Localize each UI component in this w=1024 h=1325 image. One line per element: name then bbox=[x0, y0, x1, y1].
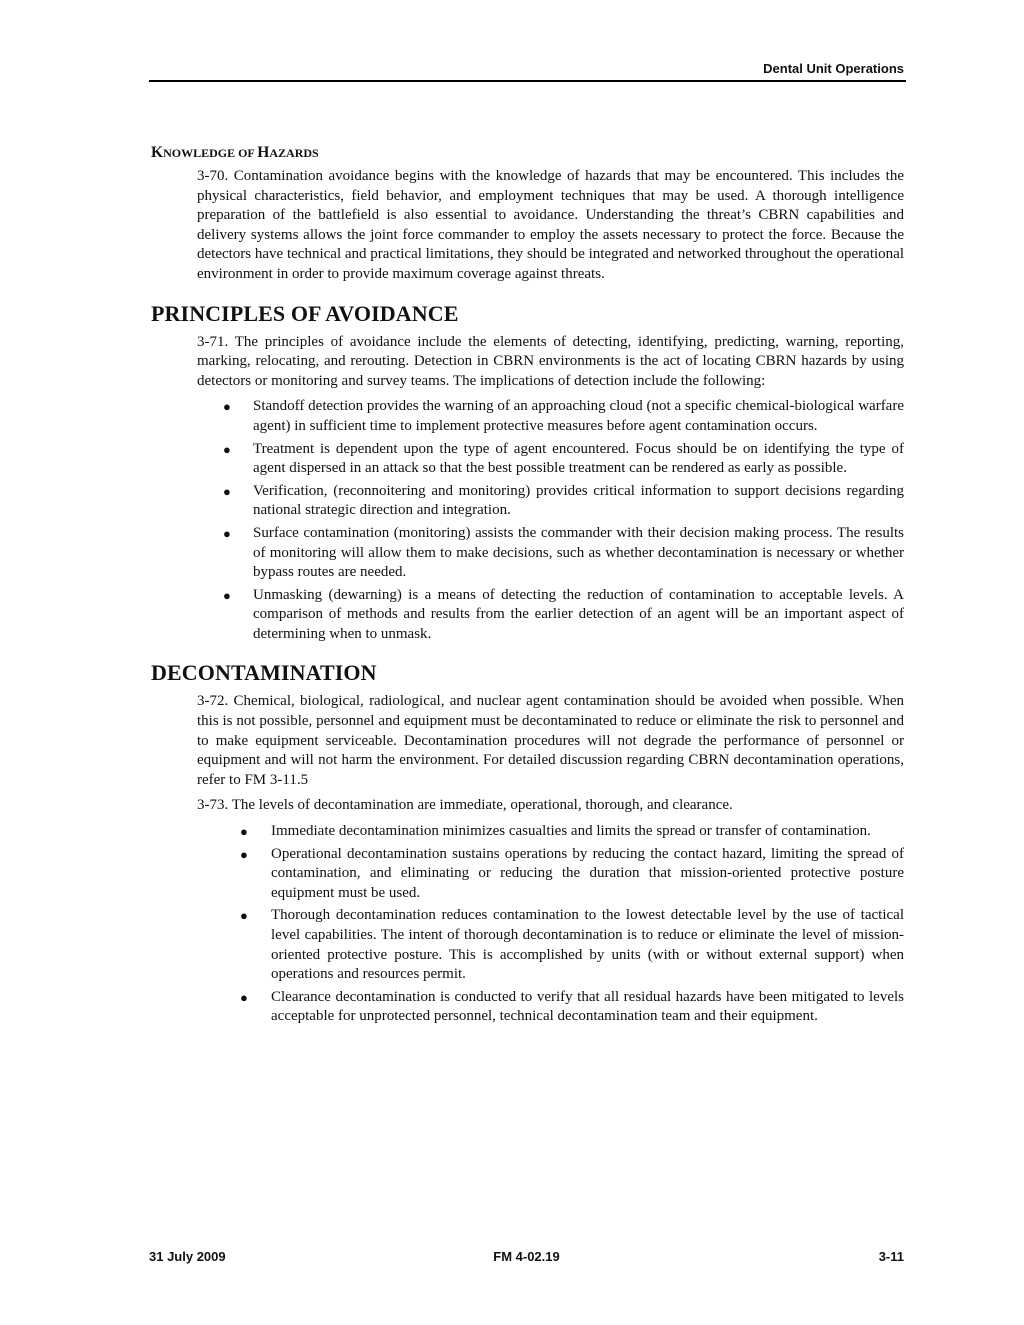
list-item-text: Immediate decontamination minimizes casualties and limits the spread or transfer of contamination. bbox=[271, 823, 871, 840]
footer-doc-id: FM 4-02.19 bbox=[493, 1249, 560, 1264]
bullet-icon: ● bbox=[223, 483, 231, 499]
subheading-smallcaps: AZARDS bbox=[269, 146, 319, 160]
decontamination-bullet-list bbox=[151, 822, 904, 1027]
list-item bbox=[151, 440, 904, 479]
paragraph-3-73: 3-73. The levels of decontamination are immediate, operational, thorough, and clearance. bbox=[197, 797, 733, 814]
list-item bbox=[151, 988, 904, 1027]
list-item-text: Surface contamination (monitoring) assists the commander with their decision making process. The results of monitoring will allow them to make decisions, such as whether decontamination is necessary or whether bypass routes are needed. bbox=[253, 524, 904, 581]
paragraph-3-71: 3-71. The principles of avoidance include the elements of detecting, identifying, predicting, warning, reporting, marking, relocating, and rerouting. Detection in CBRN environments is the act of locating CBRN hazards by using detectors or monitoring and survey teams. The implications of detection include the following: bbox=[197, 333, 904, 389]
header-rule bbox=[149, 80, 906, 82]
bullet-icon: ● bbox=[223, 587, 231, 603]
list-item bbox=[151, 397, 904, 436]
subheading-knowledge-of-hazards bbox=[151, 143, 904, 163]
heading-decontamination: DECONTAMINATION bbox=[151, 660, 377, 686]
list-item bbox=[151, 845, 904, 904]
list-item-text: Thorough decontamination reduces contamination to the lowest detectable level by the use of tactical level capabilities. The intent of thorough decontamination is to reduce or eliminate the level of mission-oriented protective posture. This is accomplished by units (with or without external support) when operations and resources permit. bbox=[271, 907, 904, 983]
bullet-icon: ● bbox=[223, 525, 231, 541]
list-item-text: Verification, (reconnoitering and monitoring) provides critical information to support decisions regarding national strategic direction and integration. bbox=[253, 482, 904, 519]
page-content bbox=[151, 143, 904, 1030]
bullet-icon: ● bbox=[223, 441, 231, 457]
list-item bbox=[151, 586, 904, 645]
list-item bbox=[151, 524, 904, 583]
principles-bullet-list bbox=[151, 397, 904, 644]
footer-date: 31 July 2009 bbox=[149, 1249, 226, 1264]
bullet-icon: ● bbox=[240, 908, 248, 924]
list-item bbox=[151, 906, 904, 984]
list-item-text: Treatment is dependent upon the type of agent encountered. Focus should be on identifying the type of agent dispersed in an attack so that the best possible treatment can be rendered as early as possible. bbox=[253, 440, 904, 477]
list-item bbox=[151, 822, 904, 842]
paragraph-3-70: 3-70. Contamination avoidance begins with the knowledge of hazards that may be encountered. This includes the physical characteristics, field behavior, and employment techniques that may be used. A thorough intelligence preparation of the battlefield is also essential to avoidance. Understanding the threat’s CBRN capabilities and delivery systems allows the joint force commander to employ the assets necessary to protect the force. Because the detectors have technical and practical limitations, they should be integrated and networked throughout the operational environment in order to provide maximum coverage against threats. bbox=[197, 168, 904, 282]
list-item bbox=[151, 482, 904, 521]
subheading-cap: H bbox=[257, 144, 270, 161]
subheading-cap: K bbox=[151, 144, 164, 161]
bullet-icon: ● bbox=[223, 399, 231, 415]
bullet-icon: ● bbox=[240, 824, 248, 840]
footer-page-number: 3-11 bbox=[878, 1249, 904, 1264]
list-item-text: Unmasking (dewarning) is a means of detecting the reduction of contamination to acceptable levels. A comparison of methods and results from the earlier detection of an agent will be an important aspect of determining when to unmask. bbox=[253, 586, 904, 642]
heading-principles-of-avoidance: PRINCIPLES OF AVOIDANCE bbox=[151, 300, 459, 326]
paragraph-3-72: 3-72. Chemical, biological, radiological, and nuclear agent contamination should be avoided when possible. When this is not possible, personnel and equipment must be decontaminated to reduce or eliminate the risk to personnel and to make equipment serviceable. Decontamination procedures will not degrade the performance of personnel or equipment and will not harm the environment. For detailed discussion regarding CBRN decontamination operations, refer to FM 3-11.5 bbox=[197, 693, 904, 788]
bullet-icon: ● bbox=[240, 846, 248, 862]
list-item-text: Clearance decontamination is conducted to verify that all residual hazards have been mitigated to levels acceptable for unprotected personnel, technical decontamination team and their equipment. bbox=[271, 988, 904, 1025]
list-item-text: Standoff detection provides the warning of an approaching cloud (not a specific chemical-biological warfare agent) in sufficient time to implement protective measures before agent contamination occurs. bbox=[253, 398, 904, 434]
running-header: Dental Unit Operations bbox=[763, 61, 904, 76]
subheading-smallcaps: NOWLEDGE OF bbox=[163, 146, 258, 160]
bullet-icon: ● bbox=[240, 989, 248, 1005]
list-item-text: Operational decontamination sustains operations by reducing the contact hazard, limiting the spread of contamination, and eliminating or reducing the duration that mission-oriented protective posture equipment must be used. bbox=[271, 845, 904, 901]
